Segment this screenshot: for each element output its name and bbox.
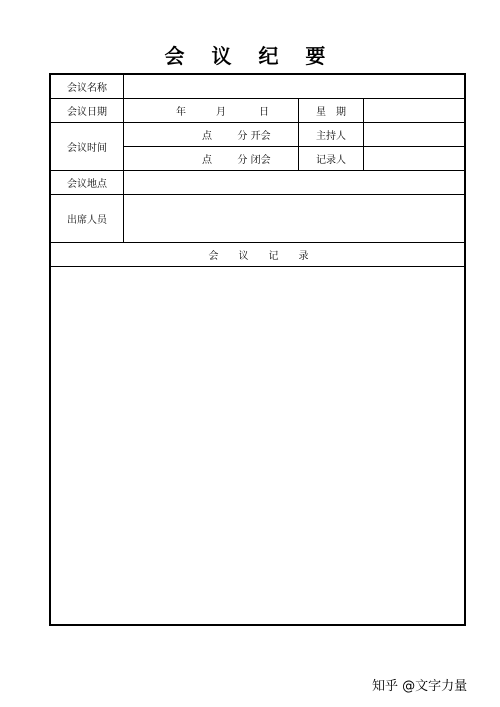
meeting-date-label: 会议日期 <box>67 107 107 118</box>
meeting-place-label: 会议地点 <box>67 179 107 190</box>
watermark-credit: 知乎 @文字力量 <box>372 679 468 694</box>
meeting-time-label: 会议时间 <box>67 143 107 154</box>
record-header: 会 议 记 录 <box>208 251 309 262</box>
open-minute-label: 分 开会 <box>237 131 271 142</box>
date-year-label: 年 <box>176 107 186 118</box>
meeting-minutes-form <box>49 73 466 626</box>
meeting-place-value[interactable] <box>124 171 466 194</box>
meeting-name-value[interactable] <box>124 75 466 98</box>
host-label: 主持人 <box>316 131 346 142</box>
recorder-label: 记录人 <box>316 155 346 166</box>
close-minute-label: 分 闭会 <box>237 155 271 166</box>
open-point-label: 点 <box>202 131 212 142</box>
host-value[interactable] <box>364 123 466 146</box>
document-title: 会 议 纪 要 <box>164 44 336 68</box>
recorder-value[interactable] <box>364 147 466 170</box>
attendees-value[interactable] <box>124 195 466 242</box>
attendees-label: 出席人员 <box>67 215 107 226</box>
date-day-label: 日 <box>259 107 269 118</box>
meeting-name-label: 会议名称 <box>67 83 107 94</box>
date-month-label: 月 <box>216 107 226 118</box>
weekday-value[interactable] <box>364 99 466 122</box>
close-point-label: 点 <box>202 155 212 166</box>
weekday-label: 星 期 <box>316 107 346 118</box>
record-body[interactable] <box>51 267 466 626</box>
